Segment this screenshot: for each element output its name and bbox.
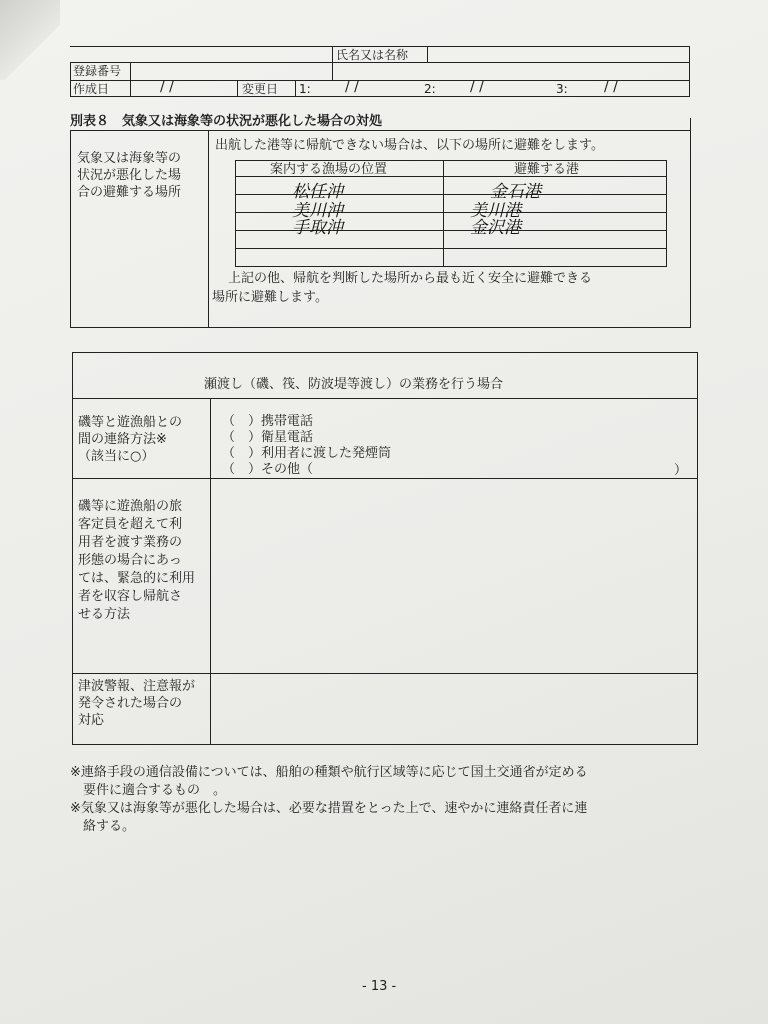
reg-no-label: 登録番号 — [73, 64, 122, 78]
evacuation-footer-2: 場所に避難します。 — [212, 290, 328, 305]
change-2: 2: — [424, 82, 436, 96]
option-flare[interactable]: （ ）利用者に渡した発煙筒 — [222, 446, 392, 461]
footnotes — [70, 764, 588, 836]
evacuation-left-label: 気象又は海象等の 状況が悪化した場 合の避難する場所 — [77, 151, 182, 200]
page-number: - 13 - — [362, 979, 397, 994]
option-other[interactable]: （ ）その他（ — [222, 462, 314, 477]
option-mobile[interactable]: （ ）携帯電話 — [222, 414, 314, 429]
contact-options — [222, 414, 391, 478]
col-header-port: 避難する港 — [514, 162, 580, 177]
name-label: 氏名又は名称 — [336, 48, 409, 62]
change-1-slashes: / / — [345, 79, 359, 95]
change-1: 1: — [299, 82, 311, 96]
change-2-slashes: / / — [470, 79, 484, 95]
col-header-spot: 案内する漁場の位置 — [270, 162, 388, 177]
section-title: 別表８ 気象又は海象等の状況が悪化した場合の対処 — [70, 114, 383, 129]
table-row-port: 美川港 — [470, 201, 521, 221]
option-other-close: ） — [674, 463, 688, 478]
table-row-spot: 松任沖 — [292, 182, 343, 202]
created-date-slashes: / / — [160, 79, 174, 95]
table-row-port: 金石港 — [490, 182, 541, 202]
created-label: 作成日 — [73, 82, 110, 96]
table-row-port: 金沢港 — [470, 218, 521, 238]
note-line: ※連絡手段の通信設備については、船舶の種類や航行区域等に応じて国土交通省が定める — [70, 765, 588, 780]
ferry-title: 瀬渡し（磯、筏、防波堤等渡し）の業務を行う場合 — [204, 377, 504, 392]
note-line: 絡する。 — [70, 819, 136, 834]
note-line: 要件に適合するもの 。 — [70, 783, 227, 798]
page-curl — [0, 0, 60, 80]
contact-method-label: 磯等と遊漁船との 間の連絡方法※ （該当に○） — [78, 415, 183, 464]
table-row-spot: 美川沖 — [292, 201, 343, 221]
change-3: 3: — [556, 82, 568, 96]
evacuation-intro: 出航した港等に帰航できない場合は、以下の場所に避難をします。 — [215, 138, 604, 153]
table-row-spot: 手取沖 — [292, 218, 343, 238]
evacuation-footer-1: 上記の他、帰航を判断した場所から最も近く安全に避難できる — [228, 271, 593, 286]
capacity-label: 磯等に遊漁船の旅 客定員を超えて利 用者を渡す業務の 形態の場合にあっ ては、緊急的に利用 者を収容し帰航さ せる方法 — [78, 499, 196, 622]
changed-label: 変更日 — [242, 82, 279, 96]
tsunami-label: 津波警報、注意報が 発令された場合の 対応 — [78, 679, 196, 728]
option-satellite[interactable]: （ ）衛星電話 — [222, 430, 314, 445]
note-line: ※気象又は海象等が悪化した場合は、必要な措置をとった上で、速やかに連絡責任者に連 — [70, 801, 588, 816]
change-3-slashes: / / — [604, 79, 618, 95]
